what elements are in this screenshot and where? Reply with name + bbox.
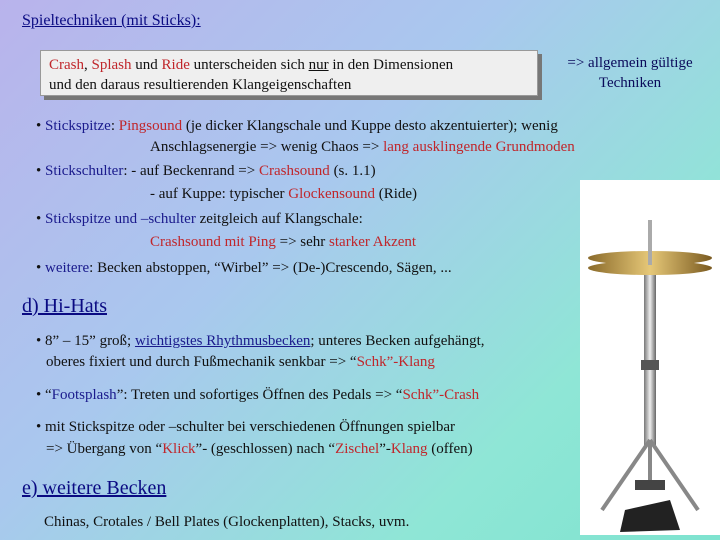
keyword: Klick bbox=[162, 441, 196, 457]
keyword: Schk bbox=[356, 354, 387, 370]
text: oberes fixiert und durch Fußmechanik senkbar => “ bbox=[46, 354, 357, 370]
bullet: • bbox=[36, 163, 46, 179]
text: (s. 1.1) bbox=[329, 163, 376, 179]
keyword: Crashsound mit Ping bbox=[150, 234, 276, 250]
keyword: Stickschulter bbox=[45, 163, 124, 179]
text: ; unteres Becken aufgehängt, bbox=[310, 333, 485, 349]
keyword: Glockensound bbox=[288, 186, 375, 202]
text: => Übergang von “ bbox=[46, 441, 163, 457]
text: : bbox=[110, 118, 119, 134]
bullet-weitere bbox=[36, 258, 452, 278]
box-line-2: und den daraus resultierenden Klangeigenschaften bbox=[49, 77, 352, 93]
section-heading-weitere-becken: e) weitere Becken bbox=[22, 477, 167, 499]
hi-hat-stand-photo bbox=[580, 180, 720, 535]
keyword: Klang bbox=[390, 441, 428, 457]
note-line-1: => allgemein gültige bbox=[567, 55, 693, 71]
hihat-line-2 bbox=[46, 352, 435, 372]
hihat-line-footsplash bbox=[36, 385, 479, 405]
ride-term: Ride bbox=[161, 57, 190, 73]
bullet-stickschulter-cont bbox=[150, 184, 417, 204]
text: - auf Kuppe: typischer bbox=[150, 186, 289, 202]
text: • 8” – 15” groß; bbox=[36, 333, 135, 349]
text: : Becken abstoppen, “Wirbel” => (De-)Crescendo, Sägen, ... bbox=[89, 260, 452, 276]
bullet-stickschulter bbox=[36, 161, 376, 181]
text: in den Dimensionen bbox=[328, 57, 454, 73]
bullet: • bbox=[36, 260, 46, 276]
bullet-stickspitze bbox=[36, 116, 558, 136]
text: (je dicker Klangschale und Kuppe desto akzentuierter); wenig bbox=[182, 118, 558, 134]
text: (Ride) bbox=[374, 186, 418, 202]
keyword: ”- bbox=[432, 387, 445, 403]
text: ”- (geschlossen) nach “ bbox=[195, 441, 336, 457]
text: ”: Treten und sofortiges Öffnen des Pedals => “ bbox=[116, 387, 403, 403]
text: ”- bbox=[379, 441, 391, 457]
text: unterscheiden sich bbox=[189, 57, 309, 73]
keyword: lang ausklingende Grundmoden bbox=[383, 139, 575, 155]
general-techniques-note bbox=[555, 53, 705, 93]
section-heading-hi-hats: d) Hi-Hats bbox=[22, 295, 107, 317]
keyword: Footsplash bbox=[51, 387, 117, 403]
bullet-stickspitze-cont bbox=[150, 137, 575, 157]
keyword: Schk bbox=[402, 387, 433, 403]
box-line-1 bbox=[49, 55, 529, 75]
note-line-2: Techniken bbox=[598, 75, 662, 91]
hihat-line-transition bbox=[46, 439, 473, 459]
keyword: Stickspitze und –schulter bbox=[45, 211, 196, 227]
keyword: Crash bbox=[444, 387, 480, 403]
hihat-line-1 bbox=[36, 331, 485, 351]
bullet-spitze-schulter-cont bbox=[150, 232, 416, 252]
bullet-spitze-schulter bbox=[36, 209, 363, 229]
text: (offen) bbox=[427, 441, 473, 457]
nur-term: nur bbox=[308, 57, 329, 73]
text: : - auf Beckenrand => bbox=[123, 163, 259, 179]
text: und bbox=[131, 57, 162, 73]
splash-term: Splash bbox=[91, 57, 132, 73]
hi-hat-illustration bbox=[580, 180, 720, 535]
text: => sehr bbox=[275, 234, 330, 250]
bullet: • bbox=[36, 211, 46, 227]
hihat-line-openings: • mit Stickspitze oder –schulter bei verschiedenen Öffnungen spielbar bbox=[36, 419, 456, 435]
keyword: wichtigstes Rhythmusbecken bbox=[134, 333, 311, 349]
keyword: Crashsound bbox=[258, 163, 330, 179]
dimension-info-box bbox=[40, 50, 538, 96]
keyword: ”-Klang bbox=[386, 354, 435, 370]
bullet: • bbox=[36, 118, 46, 134]
keyword: starker Akzent bbox=[329, 234, 417, 250]
keyword: Pingsound bbox=[118, 118, 183, 134]
text: zeitgleich auf Klangschale: bbox=[195, 211, 363, 227]
text: • “ bbox=[36, 387, 52, 403]
text: Anschlagsenergie => wenig Chaos => bbox=[150, 139, 384, 155]
weitere-becken-line: Chinas, Crotales / Bell Plates (Glockenplatten), Stacks, uvm. bbox=[44, 514, 410, 530]
keyword: weitere bbox=[45, 260, 90, 276]
page-title: Spieltechniken (mit Sticks): bbox=[22, 12, 201, 29]
keyword: Stickspitze bbox=[45, 118, 111, 134]
crash-term: Crash bbox=[49, 57, 84, 73]
text: , bbox=[84, 57, 92, 73]
keyword: Zischel bbox=[335, 441, 380, 457]
